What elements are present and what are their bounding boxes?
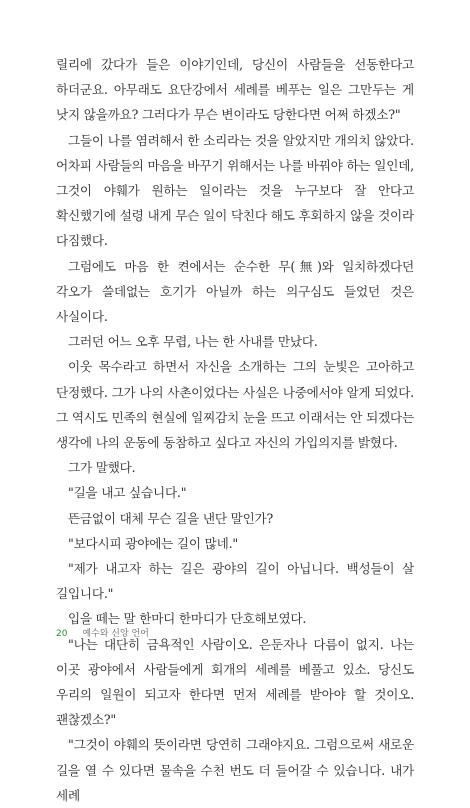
page-footer xyxy=(56,626,149,639)
dialogue-line: "나는 대단히 금욕적인 사람이오. 은둔자나 다름이 없지. 나는 이곳 광야에서 사람들에게 회개의 세례를 베풀고 있소. 당신도 우리의 일원이 되고자 한다면 먼저 세례를 받아야 할 것이오. 괜찮겠소?" xyxy=(56,636,414,728)
paragraph: 그럼에도 마음 한 켠에서는 순수한 무(無)와 일치하겠다던 각오가 쓸데없는 호기가 아닐까 하는 의구심도 들었던 것은 사실이다. xyxy=(56,258,414,325)
dialogue-line: "길을 내고 싶습니다." xyxy=(68,485,187,501)
dialogue-line: "보다시피 광야에는 길이 많네." xyxy=(68,535,238,551)
paragraph: 그들이 나를 염려해서 한 소리라는 것을 알았지만 개의치 않았다. 어차피 사람들의 마음을 바꾸기 위해서는 나를 바꿔야 하는 일인데, 그것이 야훼가 원하는 일이라는 것을 누구보다 잘 안다고 확신했기에 설령 내게 무슨 일이 닥친다 해도 후회하지 않을 것이라 다짐했다. xyxy=(56,132,414,249)
book-title: 예수와 신앙 언어 xyxy=(82,629,149,639)
paragraph: 릴리에 갔다가 들은 이야기인데, 당신이 사람들을 선동한다고 하더군요. 아무래도 요단강에서 세례를 베푸는 일은 그만두는 게 낫지 않을까요? 그러다가 무슨 변이라도 당한다면 어쩌 하겠소?" xyxy=(56,57,414,123)
page-number: 20 xyxy=(56,629,68,639)
paragraph: 뜬금없이 대체 무슨 길을 낸단 말인가? xyxy=(68,510,274,526)
paragraph: 그러던 어느 오후 무렵, 나는 한 사내를 만났다. xyxy=(68,334,318,350)
paragraph: 이웃 목수라고 하면서 자신을 소개하는 그의 눈빛은 고아하고 단정했다. 그가 나의 사촌이었다는 사실은 나중에서야 알게 되었다. 그 역시도 민족의 현실에 일찌감치 눈을 뜨고 이래서는 안 되겠다는 생각에 나의 운동에 동참하고 싶다고 자신의 가입의지를 밝혔다. xyxy=(56,359,414,451)
paragraph: 그가 말했다. xyxy=(68,460,136,476)
paragraph: 입을 떼는 말 한마디 한마디가 단호해보였다. xyxy=(68,611,307,627)
page-body xyxy=(56,52,414,808)
dialogue-line: "제가 내고자 하는 길은 광야의 길이 아닙니다. 백성들이 살 길입니다." xyxy=(56,561,414,602)
dialogue-line: "그것이 야훼의 뜻이라면 당연히 그래야지요. 그럼으로써 새로운 길을 열 수 있다면 물속을 수천 번도 더 들어갈 수 있습니다. 내가 세례 xyxy=(56,737,414,803)
